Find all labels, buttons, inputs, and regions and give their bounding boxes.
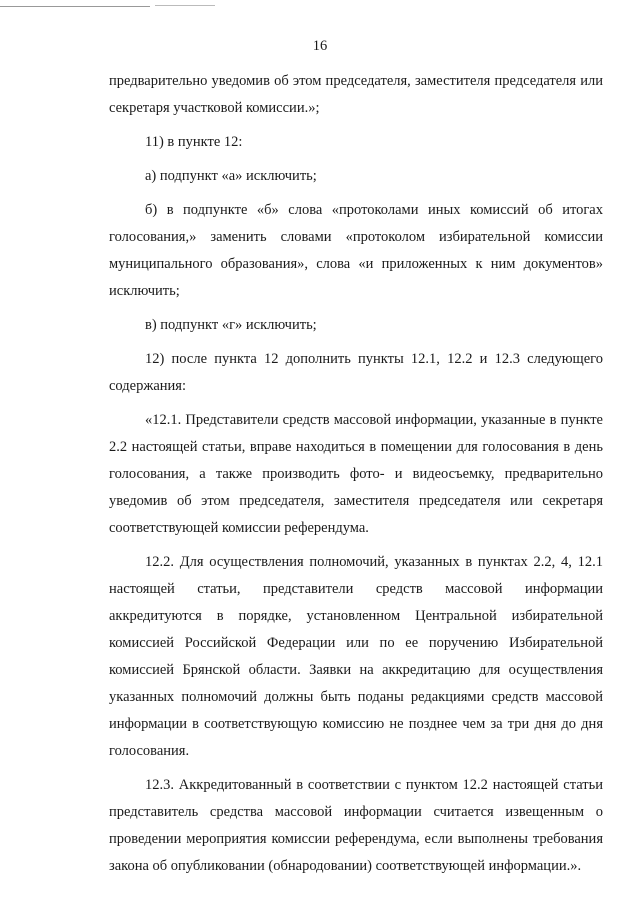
paragraph-12-3: 12.3. Аккредитованный в соответствии с пунктом 12.2 настоящей статьи представитель средства массовой информации считается извещенным о проведении мероприятия комиссии референдума, если выполнены требования закона об опубликовании (обнародовании) соответствующей информации.». — [109, 777, 603, 874]
paragraph-subitem-v: в) подпункт «г» исключить; — [145, 317, 317, 333]
paragraph-continuation: предварительно уведомив об этом председателя, заместителя председателя или секретаря участковой комиссии.»; — [109, 73, 603, 116]
page-number: 16 — [312, 38, 328, 54]
scan-artifact-line — [155, 5, 215, 6]
paragraph-subitem-b: б) в подпункте «б» слова «протоколами иных комиссий об итогах голосования,» заменить словами «протоколом избирательной комиссии муниципального образования», слова «и приложенных к ним документов» исключить; — [109, 202, 603, 299]
document-body — [109, 68, 603, 880]
paragraph-12-2: 12.2. Для осуществления полномочий, указанных в пунктах 2.2, 4, 12.1 настоящей статьи, представители средств массовой информации аккредитуются в порядке, установленном Центральной избирательной комиссией Российской Федерации или по ее поручению Избирательной комиссией Брянской области. Заявки на аккредитацию для осуществления указанных полномочий должны быть поданы редакциями средств массовой информации в соответствующую комиссию не позднее чем за три дня до дня голосования. — [109, 554, 603, 759]
paragraph-subitem-a: а) подпункт «а» исключить; — [145, 168, 317, 184]
paragraph-item-12: 12) после пункта 12 дополнить пункты 12.1, 12.2 и 12.3 следующего содержания: — [109, 351, 603, 394]
paragraph-item-11: 11) в пункте 12: — [145, 134, 243, 150]
paragraph-12-1: «12.1. Представители средств массовой информации, указанные в пункте 2.2 настоящей статьи, вправе находиться в помещении для голосования в день голосования, а также производить фото- и видеосъемку, предварительно уведомив об этом председателя, заместителя председателя или секретаря соответствующей комиссии референдума. — [109, 412, 603, 536]
scan-artifact-line — [0, 6, 150, 7]
